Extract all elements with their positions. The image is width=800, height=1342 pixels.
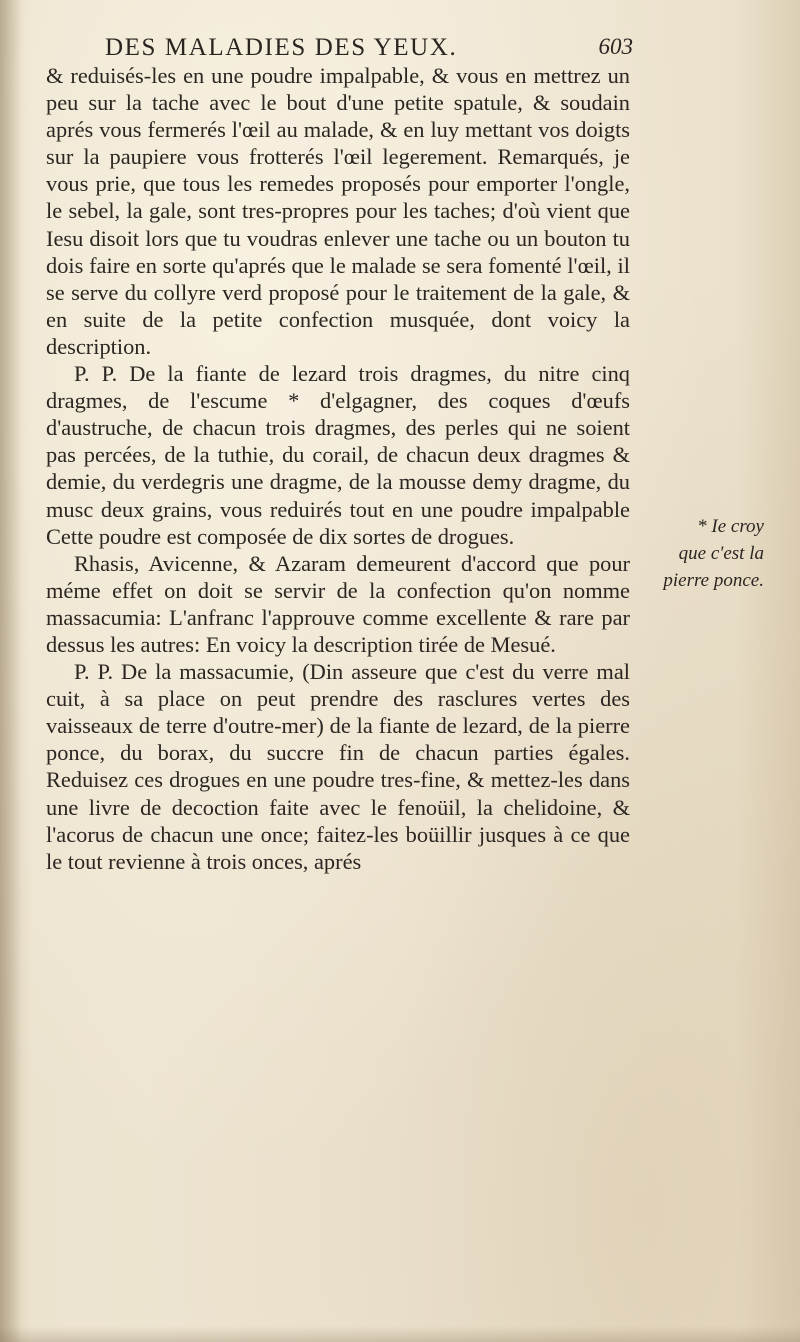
page-bottom-edge: [0, 1326, 800, 1342]
margin-note-line: pierre ponce.: [663, 570, 764, 591]
margin-note-line: * Ie croy: [697, 516, 764, 537]
running-title: DES MALADIES DES YEUX.: [105, 34, 458, 61]
binding-shadow: [0, 0, 22, 1342]
paragraph-massacumia: Rhasis, Avicenne, & Azaram demeurent d'accord que pour méme effet on doit se servir de la confection qu'on nomme massacumia: L'anfranc l'approuve comme excellente & rare par dessus les autres: En voicy la description tirée de Mesué.: [46, 550, 630, 657]
body-text: [46, 62, 630, 875]
paragraph-recipe-massacumie: P. P. De la massacumie, (Din asseure que c'est du verre mal cuit, à sa place on peut prendre des rasclures vertes des vaisseaux de terre d'outre-mer) de la fiante de lezard, de la pierre ponce, du borax, du succre fin de chacun parties égales. Reduisez ces drogues en une poudre tres-fine, & mettez-les dans une livre de decoction faite avec le fenoüil, la chelidoine, & l'acorus de chacun une once; faitez-les boüillir jusques à ce que le tout revienne à trois onces, aprés: [46, 659, 630, 874]
paragraph-recipe-confection: P. P. De la fiante de lezard trois dragmes, du nitre cinq dragmes, de l'escume * d'elgagner, des coques d'œufs d'austruche, de chacun trois dragmes, des perles qui ne soient pas percées, de la tuthie, du corail, de chacun deux dragmes & demie, du verdegris une dragme, de la mousse demy dragme, du musc deux grains, vous reduirés tout en une poudre impalpable Cette poudre est composée de dix sortes de drogues.: [46, 361, 630, 549]
margin-note: [636, 513, 764, 594]
paragraph-continued: & reduisés-les en une poudre impalpable, & vous en mettrez un peu sur la tache avec le bout d'une petite spatule, & soudain aprés vous fermerés l'œil au malade, & en luy mettant vos doigts sur la paupiere vous frotterés l'œil legerement. Remarqués, je vous prie, que tous les remedes proposés pour emporter l'ongle, le sebel, la gale, sont tres-propres pour les taches; d'où vient que Iesu disoit lors que tu voudras enlever une tache ou un bouton tu dois faire en sorte qu'aprés que le malade se sera fomenté l'œil, il se serve du collyre verd proposé pour le traitement de la gale, & en suite de la petite confection musquée, dont voicy la description.: [46, 63, 630, 359]
margin-note-line: que c'est la: [678, 543, 764, 564]
page-number: 603: [598, 34, 633, 59]
